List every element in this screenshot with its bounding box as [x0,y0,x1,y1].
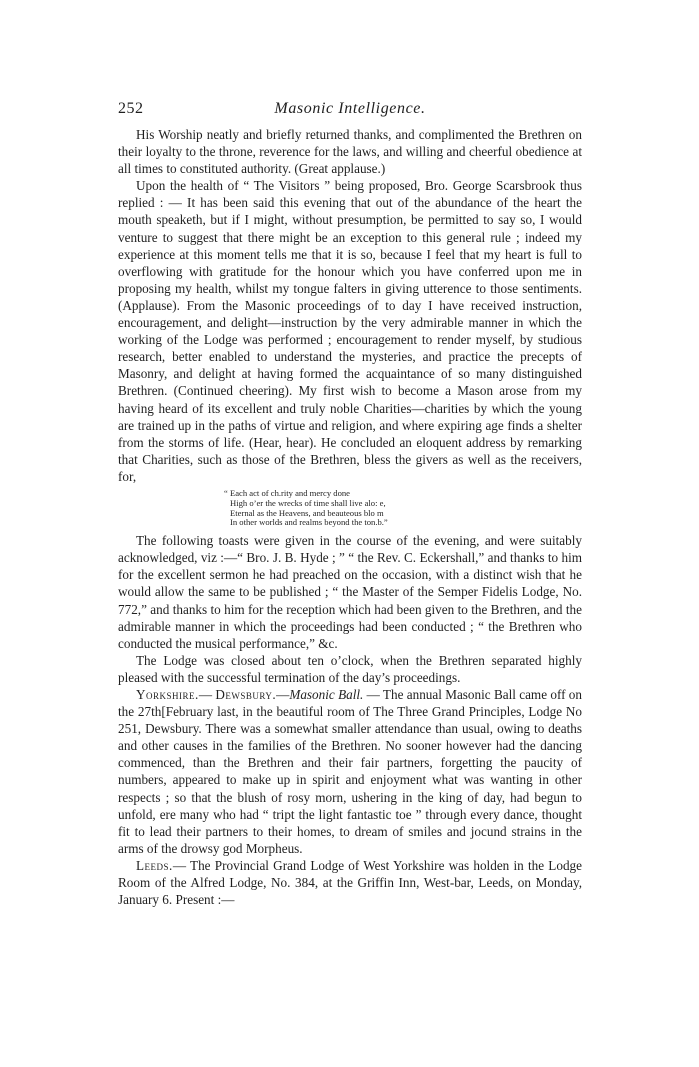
verse-line: “ Each act of ch.rity and mercy done [224,487,350,498]
paragraph-leeds [118,857,582,908]
separator-dash: — [276,687,290,702]
verse-line: High o’er the wrecks of time shall live alo: e, [230,497,386,508]
separator-dash: — [198,687,216,702]
paragraph-text: — The annual Masonic Ball came off on the 27th[February last, in the beautiful room of The Three Grand Principles, Lodge No 251, Dewsbury. There was a somewhat smaller attendance than usual, owing to deaths and other causes in the families of the Brethren. No sooner however had the dancing commenced, than the Brethren and their fair partners, forgetting the paucity of numbers, appeared to make up in spirit and enjoyment what was wanting in other respects ; so that the blush of rosy morn, ushering in the king of day, had begun to unfold, ere many who had “ tript the light fantastic toe ” through every dance, thought fit to lead their partners to their homes, to dream of smiles and jocund strains in the arms of the drowsy god Morpheus. [118,687,582,856]
paragraph-visitors-toast: Upon the health of “ The Visitors ” being proposed, Bro. George Scarsbrook thus replied : — It has been said this evening that out of the abundance of the heart the mouth speaketh, but if I might, without presumption, be permitted to say so, I would venture to suggest that there might be an exception to this general rule ; indeed my experience at this moment tells me that it is so, because I feel that my heart is full to overflowing with gratitude for the honour which you have conferred upon me in proposing my health, whilst my tongue falters in giving utterence to those sentiments. (Applause). From the Masonic proceedings of to day I have received instruction, encouragement, and delight—instruction by the very admirable manner in which the working of the Lodge was performed ; encouragement to render myself, by studious research, better enabled to understand the mysteries, and practice the precepts of Masonry, and delight at having formed the acquaintance of so many distinguished Brethren. (Continued cheering). My first wish to become a Mason arose from my having heard of its excellent and truly noble Charities—charities by which the young are trained up in the paths of virtue and religion, and where expiring age finds a shelter from the storms of life. (Hear, hear). He concluded an eloquent address by remarking that Charities, such as those of the Brethren, bless the givers as well as the receivers, for, [118,178,582,484]
paragraph-dewsbury-ball [118,686,582,857]
running-head [118,100,582,122]
paragraph-text: — The Provincial Grand Lodge of West Yorkshire was holden in the Lodge Room of the Alfred Lodge, No. 384, at the Griffin Inn, West-bar, Leeds, on Monday, January 6. Present :— [118,857,582,908]
paragraph-toasts: The following toasts were given in the course of the evening, and were suitably acknowledged, viz :—“ Bro. J. B. Hyde ; ” “ the Rev. C. Eckershall,” and thanks to him for the excellent sermon he had preached on the occasion, with a distinct wish that he would allow the same to be published ; “ the Master of the Semper Fidelis Lodge, No. 772,” and thanks to him for the reception which had been given to the Brethren, and the admirable manner in which the proceedings had been conducted ; “ the Brethren who conducted the musical performance,” &c. [118,533,582,651]
verse-line: Eternal as the Heavens, and beauteous blo m [230,507,384,518]
section-town: Dewsbury. [215,687,277,702]
section-town: Leeds. [136,857,173,873]
verse-quotation [224,489,582,528]
section-title: Masonic Ball. [289,687,364,702]
section-county: Yorkshire. [136,687,199,702]
running-title: Masonic Intelligence. [274,100,426,117]
paragraph-lodge-closed: The Lodge was closed about ten o’clock, when the Brethren separated highly pleased with the successful termination of the day’s proceedings. [118,652,582,685]
verse-line: In other worlds and realms beyond the ton.b.” [230,517,388,528]
article-body [118,126,582,908]
paragraph-reply-of-worship: His Worship neatly and briefly returned thanks, and complimented the Brethren on their loyalty to the throne, reverence for the laws, and willing and cheerful obedience at all times to constituted authority. (Great applause.) [118,127,582,177]
page-number: 252 [118,100,144,117]
